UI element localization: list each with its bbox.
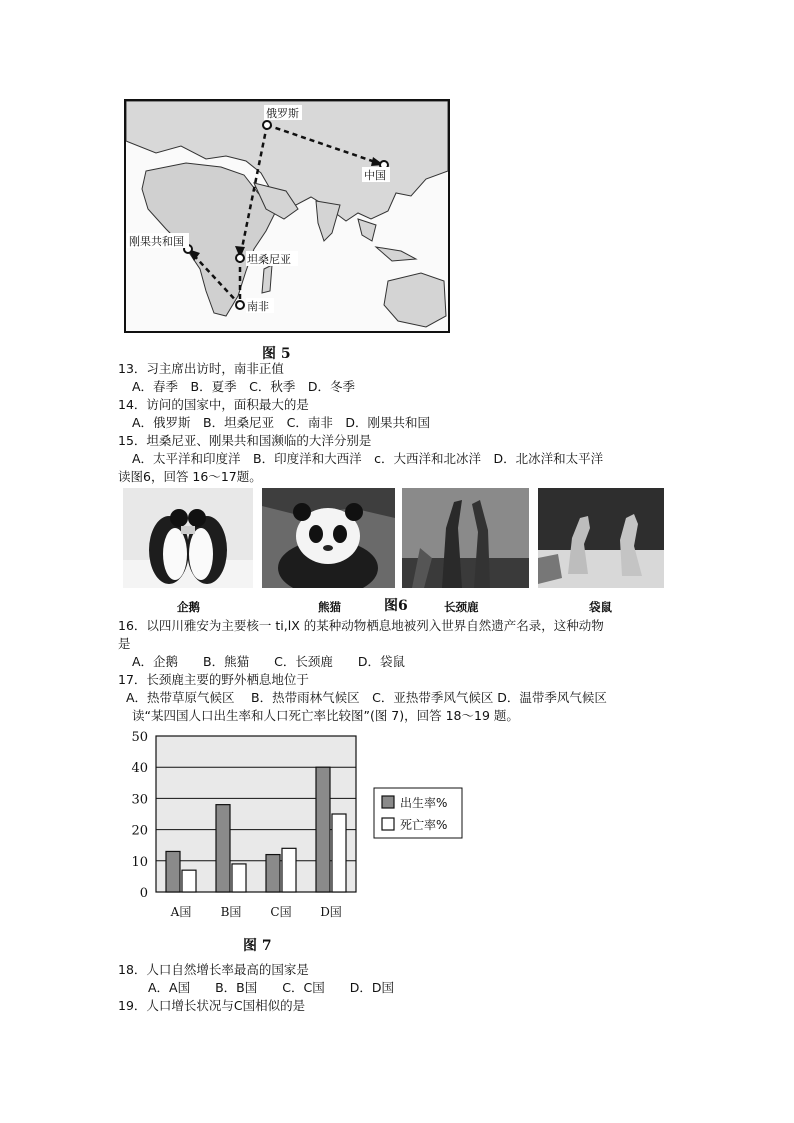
marker-russia — [263, 121, 271, 129]
y-tick-label: 0 — [139, 886, 148, 901]
madagascar-landmass — [262, 265, 272, 293]
bar-birth-2 — [266, 855, 280, 892]
label-giraffe: 长颈鹿 — [444, 600, 479, 614]
y-tick-label: 40 — [131, 761, 148, 777]
q15-options: A．太平洋和印度洋 B．印度洋和大西洋 c．大西洋和北冰洋 D．北冰洋和太平洋 — [132, 451, 604, 466]
australia-landmass — [384, 273, 446, 327]
label-kangaroo: 袋鼠 — [589, 600, 612, 614]
y-tick-label: 50 — [131, 730, 148, 745]
x-tick-label: D国 — [320, 905, 342, 919]
bar-death-3 — [332, 814, 346, 892]
legend-swatch — [382, 796, 394, 808]
photo-kangaroo — [538, 488, 664, 588]
figure6-caption: 图6 — [384, 598, 408, 614]
bar-death-2 — [282, 848, 296, 892]
x-tick-label: A国 — [170, 905, 192, 919]
bar-death-1 — [232, 864, 246, 892]
giraffe-illustration — [402, 488, 529, 588]
birth-death-rate-chart — [120, 726, 480, 926]
x-tick-label: B国 — [220, 905, 242, 919]
q16-options: A．企鹅 B．熊猫 C．长颈鹿 D．袋鼠 — [132, 654, 405, 669]
y-tick-label: 10 — [131, 854, 148, 870]
label-south-africa: 南非 — [247, 300, 269, 313]
photo-penguin — [123, 488, 253, 588]
legend-label: 出生率% — [400, 796, 448, 810]
label-russia: 俄罗斯 — [266, 107, 299, 120]
q17-options: A．热带草原气候区 B．热带雨林气候区 C．亚热带季风气候区 D．温带季风气候区 — [126, 690, 607, 705]
figure7-caption: 图 7 — [243, 938, 272, 954]
y-tick-label: 30 — [131, 792, 148, 808]
bar-birth-0 — [166, 851, 180, 892]
label-congo: 刚果共和国 — [129, 235, 184, 248]
penguin-illustration — [123, 488, 253, 588]
label-tanzania: 坦桑尼亚 — [247, 253, 291, 266]
india-landmass — [316, 201, 340, 241]
x-tick-label: C国 — [270, 905, 292, 919]
q18-stem: 18．人口自然增长率最高的国家是 — [118, 962, 309, 977]
figure6-intro: 读图6，回答 16～17题。 — [118, 469, 262, 484]
map-graphic — [126, 101, 448, 331]
route-map — [124, 99, 450, 333]
photo-giraffe — [402, 488, 529, 588]
legend-swatch — [382, 818, 394, 830]
se-asia-landmass — [358, 219, 376, 241]
q17-stem: 17．长颈鹿主要的野外栖息地位于 — [118, 672, 309, 687]
bar-birth-1 — [216, 805, 230, 892]
panda-illustration — [262, 488, 395, 588]
indonesia-landmass — [376, 247, 416, 261]
label-panda: 熊猫 — [318, 600, 341, 614]
figure7-intro: 读“某四国人口出生率和人口死亡率比较图”(图 7)，回答 18～19 题。 — [132, 708, 519, 723]
q14-options: A．俄罗斯 B．坦桑尼亚 C．南非 D．刚果共和国 — [132, 415, 430, 430]
label-china: 中国 — [364, 169, 386, 182]
marker-south-africa — [236, 301, 244, 309]
q19-stem: 19．人口增长状况与C国相似的是 — [118, 998, 306, 1013]
q16-stem: 16．以四川雅安为主要核一 ti,lX 的某种动物栖息地被列入世界自然遗产名录，这种动物 — [118, 618, 604, 633]
bar-death-0 — [182, 870, 196, 892]
q16-stem-cont: 是 — [118, 636, 131, 651]
y-tick-label: 20 — [131, 823, 148, 839]
q13-stem: 13．习主席出访时，南非正值 — [118, 361, 284, 376]
q13-options: A．春季 B．夏季 C．秋季 D．冬季 — [132, 379, 355, 394]
photo-panda — [262, 488, 395, 588]
q14-stem: 14．访问的国家中，面积最大的是 — [118, 397, 309, 412]
q18-options: A．A国 B．B国 C．C国 D．D国 — [148, 980, 394, 995]
legend-label: 死亡率% — [400, 818, 448, 832]
marker-tanzania — [236, 254, 244, 262]
figure5-caption: 图 5 — [262, 346, 291, 362]
label-penguin: 企鹅 — [177, 600, 200, 614]
q15-stem: 15．坦桑尼亚、刚果共和国濒临的大洋分别是 — [118, 433, 372, 448]
kangaroo-illustration — [538, 488, 664, 588]
bar-birth-3 — [316, 767, 330, 892]
